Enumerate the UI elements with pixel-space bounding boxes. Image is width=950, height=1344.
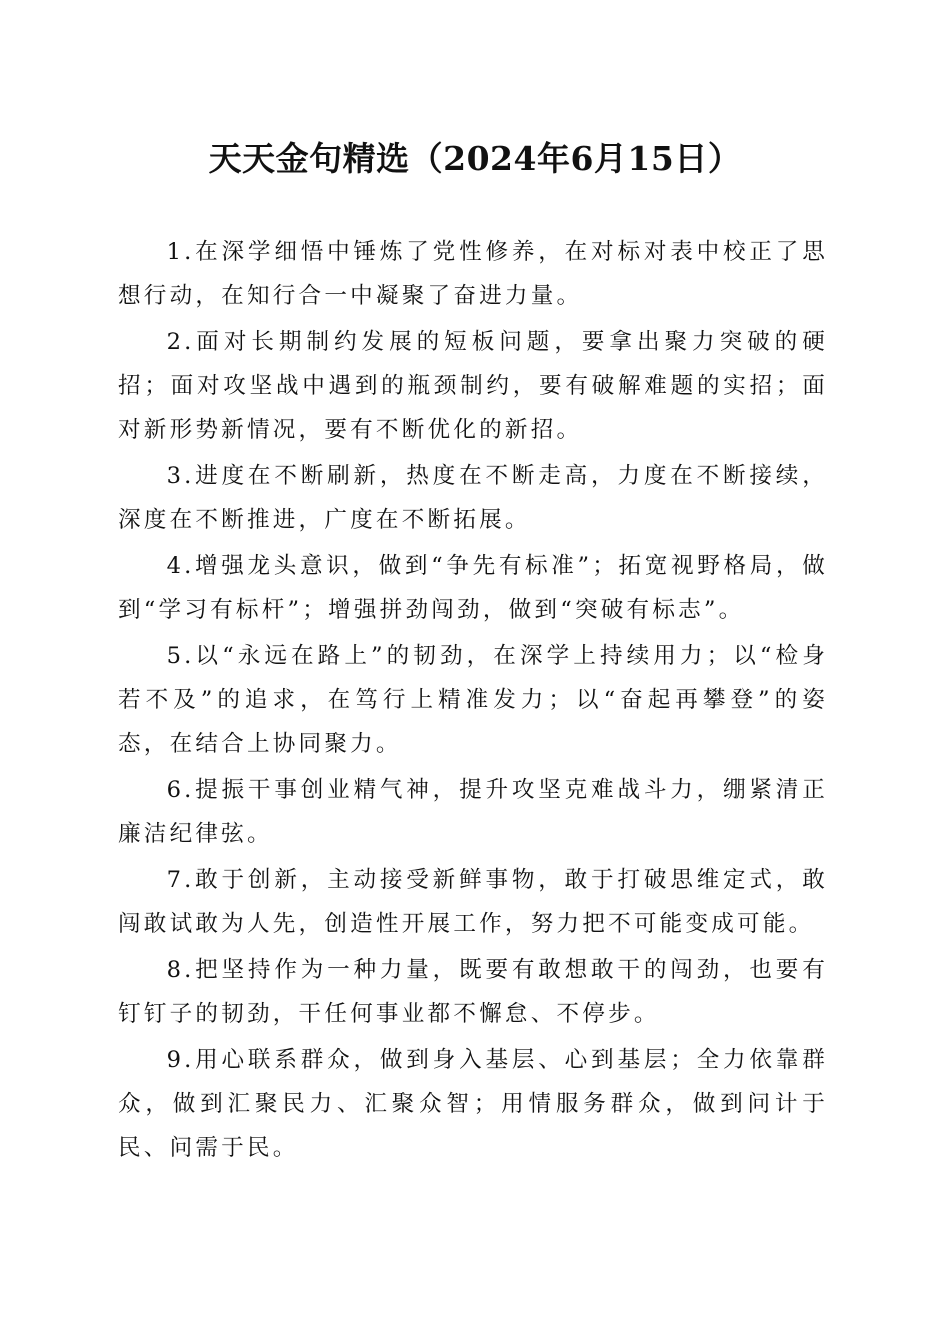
paragraph-9: 9.用心联系群众，做到身入基层、心到基层；全力依靠群众，做到汇聚民力、汇聚众智；用情服务群众，做到问计于民、问需于民。 — [118, 1047, 828, 1161]
paragraph-4: 4.增强龙头意识，做到“争先有标准”；拓宽视野格局，做到“学习有标杆”；增强拼劲闯劲，做到“突破有标志”。 — [118, 553, 828, 623]
document-title: 天天金句精选（2024年6月15日） — [208, 139, 742, 178]
document-body — [118, 230, 828, 1172]
paragraph-2: 2.面对长期制约发展的短板问题，要拿出聚力突破的硬招；面对攻坚战中遇到的瓶颈制约，要有破解难题的实招；面对新形势新情况，要有不断优化的新招。 — [118, 329, 828, 443]
paragraph-1: 1.在深学细悟中锤炼了党性修养，在对标对表中校正了思想行动，在知行合一中凝聚了奋进力量。 — [118, 239, 828, 309]
paragraph-7: 7.敢于创新，主动接受新鲜事物，敢于打破思维定式，敢闯敢试敢为人先，创造性开展工作，努力把不可能变成可能。 — [118, 867, 828, 937]
paragraph-8: 8.把坚持作为一种力量，既要有敢想敢干的闯劲，也要有钉钉子的韧劲，干任何事业都不懈怠、不停步。 — [118, 957, 828, 1027]
paragraph-6: 6.提振干事创业精气神，提升攻坚克难战斗力，绷紧清正廉洁纪律弦。 — [118, 777, 828, 847]
paragraph-5: 5.以“永远在路上”的韧劲，在深学上持续用力；以“检身若不及”的追求，在笃行上精准发力；以“奋起再攀登”的姿态，在结合上协同聚力。 — [118, 643, 828, 757]
paragraph-3: 3.进度在不断刷新，热度在不断走高，力度在不断接续，深度在不断推进，广度在不断拓展。 — [118, 463, 828, 533]
